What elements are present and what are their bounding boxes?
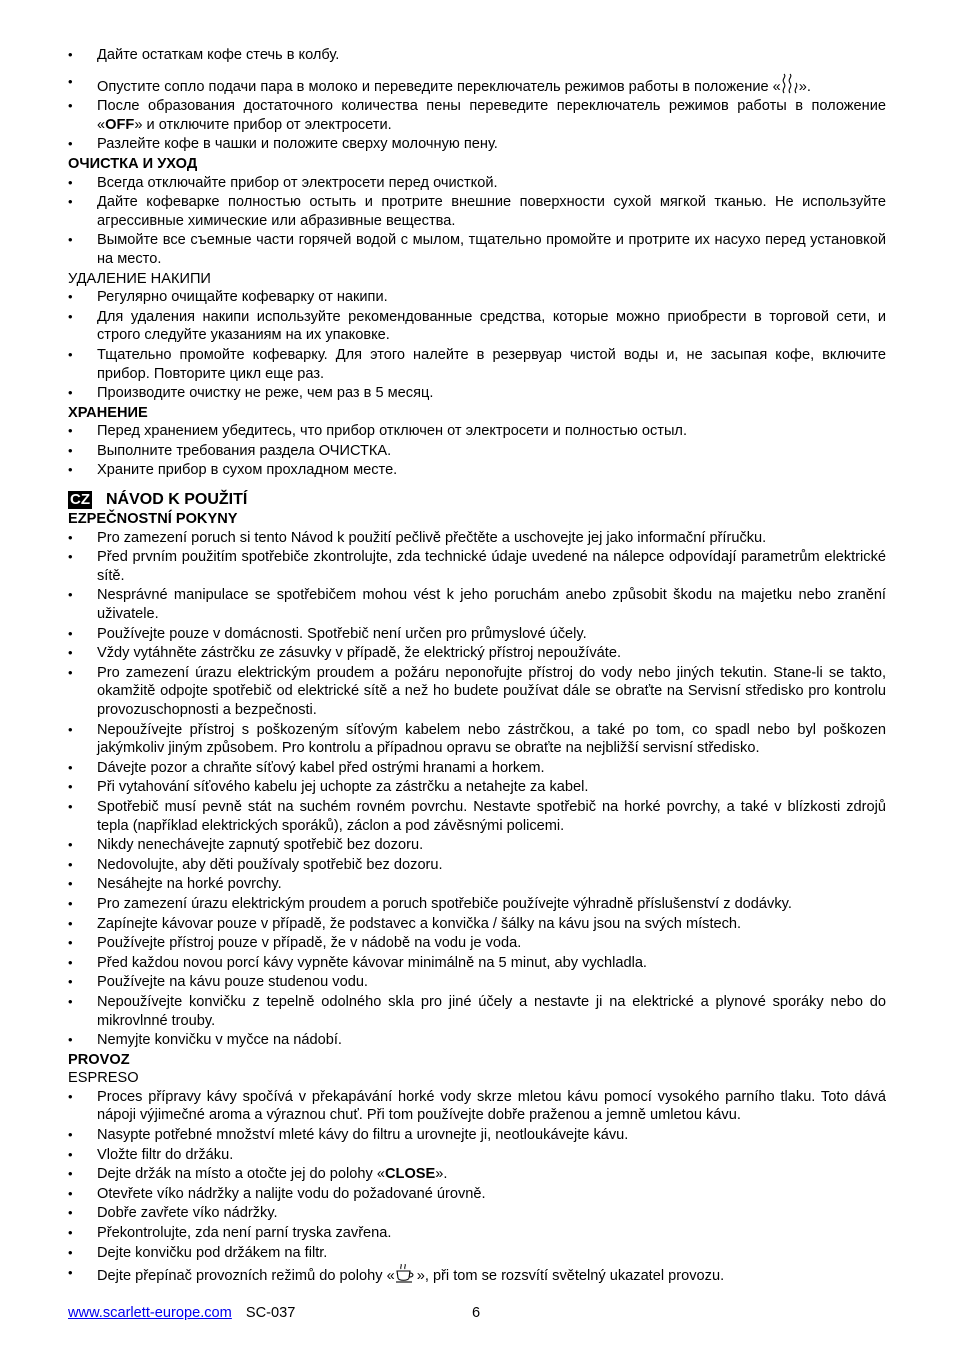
list-item: • Nepoužívejte přístroj s poškozeným síťovým kabelem nebo zástrčkou, a také po tom, co spadl nebo byl poškozen jakýmkoliv jiným způsobem. Pro kontrolu a případnou opravu se obraťte na nejbližší servisní středisko. <box>68 721 886 758</box>
list-item: • Вымойте все съемные части горячей водой с мылом, тщательно промойте и протрите их насухо перед установкой на место. <box>68 231 886 268</box>
list-item: • Pro zamezení úrazu elektrickým proudem a poruch spotřebiče používejte výhradně příslušenství z dodávky. <box>68 895 886 914</box>
list-item: • Nemyjte konvičku v myčce na nádobí. <box>68 1031 886 1050</box>
list-item: • Разлейте кофе в чашки и положите сверху молочную пену. <box>68 135 886 154</box>
cleaning-list <box>68 174 886 269</box>
section-heading-descaling: УДАЛЕНИЕ НАКИПИ <box>68 270 211 287</box>
list-item: • Používejte na kávu pouze studenou vodu. <box>68 973 886 992</box>
list-item: • Nesprávné manipulace se spotřebičem mohou vést k jeho poruchám anebo způsobit škodu na majetku nebo zranění uživatele. <box>68 586 886 623</box>
list-item: • Выполните требования раздела ОЧИСТКА. <box>68 442 886 461</box>
safety-list <box>68 529 886 1050</box>
list-item: • Nikdy nenechávejte zapnutý spotřebič bez dozoru. <box>68 836 886 855</box>
storage-list <box>68 422 886 480</box>
page-footer <box>68 1304 886 1322</box>
list-item: • Vložte filtr do držáku. <box>68 1146 886 1165</box>
section-heading-storage: ХРАНЕНИЕ <box>68 404 148 421</box>
list-item: • Дайте кофеварке полностью остыть и протрите внешние поверхности сухой мягкой тканью. Не используйте агрессивные химические или абразивные вещества. <box>68 193 886 230</box>
list-item: • Před každou novou porcí kávy vypněte kávovar minimálně na 5 minut, aby vychladla. <box>68 954 886 973</box>
list-item: • Zapínejte kávovar pouze v případě, že podstavec a konvička / šálky na kávu jsou na svých místech. <box>68 915 886 934</box>
steam-icon <box>781 73 799 95</box>
list-item: • Nepoužívejte konvičku z tepelně odolného skla pro jiné účely a nestavte ji na elektrické a plynové sporáky nebo do mikrovlnné trouby. <box>68 993 886 1030</box>
list-item: • Всегда отключайте прибор от электросети перед очисткой. <box>68 174 886 193</box>
list-item: • Тщательно промойте кофеварку. Для этого налейте в резервуар чистой воды и, не засыпая кофе, включите прибор. Повторите цикл еще раз. <box>68 346 886 383</box>
list-item: • Používejte přístroj pouze v případě, že v nádobě na vodu je voda. <box>68 934 886 953</box>
operation-list <box>68 1088 886 1286</box>
list-item: • Nedovolujte, aby děti používaly spotřebič bez dozoru. <box>68 856 886 875</box>
list-item: • Nesáhejte na horké povrchy. <box>68 875 886 894</box>
list-item: • Для удаления накипи используйте рекомендованные средства, которые можно приобрести в торговой сети, и строго следуйте указаниям на их упаковке. <box>68 308 886 345</box>
list-item: • Otevřete víko nádržky a nalijte vodu do požadované úrovně. <box>68 1185 886 1204</box>
cz-section-title <box>68 490 886 510</box>
list-item: • Pro zamezení poruch si tento Návod k použití pečlivě přečtěte a uschovejte jej jako informační příručku. <box>68 529 886 548</box>
list-item: • Dejte držák na místo a otočte jej do polohy «CLOSE». <box>68 1165 886 1184</box>
list-item: • Dejte přepínač provozních režimů do polohy « », při tom se rozsvítí světelný ukazatel provozu. <box>68 1264 886 1286</box>
list-item: • Dávejte pozor a chraňte síťový kabel před ostrými hranami a horkem. <box>68 759 886 778</box>
section-heading-cleaning: ОЧИСТКА И УХОД <box>68 155 198 172</box>
list-item: • Při vytahování síťového kabelu jej uchopte za zástrčku a netahejte za kabel. <box>68 778 886 797</box>
page-number: 6 <box>472 1305 481 1321</box>
page-title: NÁVOD K POUŽITÍ <box>106 491 248 509</box>
list-item: • Регулярно очищайте кофеварку от накипи. <box>68 288 886 307</box>
subheading-espreso: ESPRESO <box>68 1070 139 1087</box>
section-heading-operation: PROVOZ <box>68 1051 130 1068</box>
ru-intro-list <box>68 46 886 154</box>
language-badge: CZ <box>70 491 90 509</box>
document-page <box>68 46 886 1287</box>
website-link[interactable]: www.scarlett-europe.com <box>68 1305 232 1321</box>
list-item: • Дайте остаткам кофе стечь в колбу. <box>68 46 886 65</box>
list-item: • Перед хранением убедитесь, что прибор отключен от электросети и полностью остыл. <box>68 422 886 441</box>
list-item: • Překontrolujte, zda není parní tryska zavřena. <box>68 1224 886 1243</box>
list-item: • Dejte konvičku pod držákem na filtr. <box>68 1244 886 1263</box>
model-number: SC-037 <box>245 1305 296 1321</box>
list-item: • Опустите сопло подачи пара в молоко и переведите переключатель режимов работы в положение « ». <box>68 73 886 97</box>
list-item: • После образования достаточного количества пены переведите переключатель режимов работы в положение «OFF» и отключите прибор от электросети. <box>68 97 886 134</box>
list-item: • Храните прибор в сухом прохладном месте. <box>68 461 886 480</box>
list-item: • Před prvním použitím spotřebiče zkontrolujte, zda technické údaje uvedené na nálepce odpovídají parametrům elektrické sítě. <box>68 548 886 585</box>
list-item: • Spotřebič musí pevně stát na suchém rovném povrchu. Nestavte spotřebič na horké povrchy, a také v blízkosti zdrojů tepla (například elektrických sporáků), záclon a pod závěsnými policemi. <box>68 798 886 835</box>
list-item: • Dobře zavřete víko nádržky. <box>68 1204 886 1223</box>
descaling-list <box>68 288 886 403</box>
list-item: • Vždy vytáhněte zástrčku ze zásuvky v případě, že elektrický přístroj nepoužíváte. <box>68 644 886 663</box>
list-item: • Proces přípravy kávy spočívá v překapávání horké vody skrze mletou kávu pomocí vysokého parního tlaku. Toto dává nápoji výjimečné aroma a výraznou chuť. Při tom používejte dobře praženou a jemně umletou kávu. <box>68 1088 886 1125</box>
list-item: • Производите очистку не реже, чем раз в 5 месяц. <box>68 384 886 403</box>
list-item: • Pro zamezení úrazu elektrickým proudem a požáru neponořujte přístroj do vody nebo jiných tekutin. Stane-li se takto, okamžitě odpojte spotřebič od elektrické sítě a než ho budete používat dále se obraťte na Servisní středisko pro kontrolu provozuschopnosti a bezpečnosti. <box>68 664 886 720</box>
cup-icon <box>395 1264 417 1284</box>
list-item: • Používejte pouze v domácnosti. Spotřebič není určen pro průmyslové účely. <box>68 625 886 644</box>
list-item: • Nasypte potřebné množství mleté kávy do filtru a urovnejte ji, neotloukávejte kávu. <box>68 1126 886 1145</box>
section-heading-safety: EZPEČNOSTNÍ POKYNY <box>68 511 238 528</box>
